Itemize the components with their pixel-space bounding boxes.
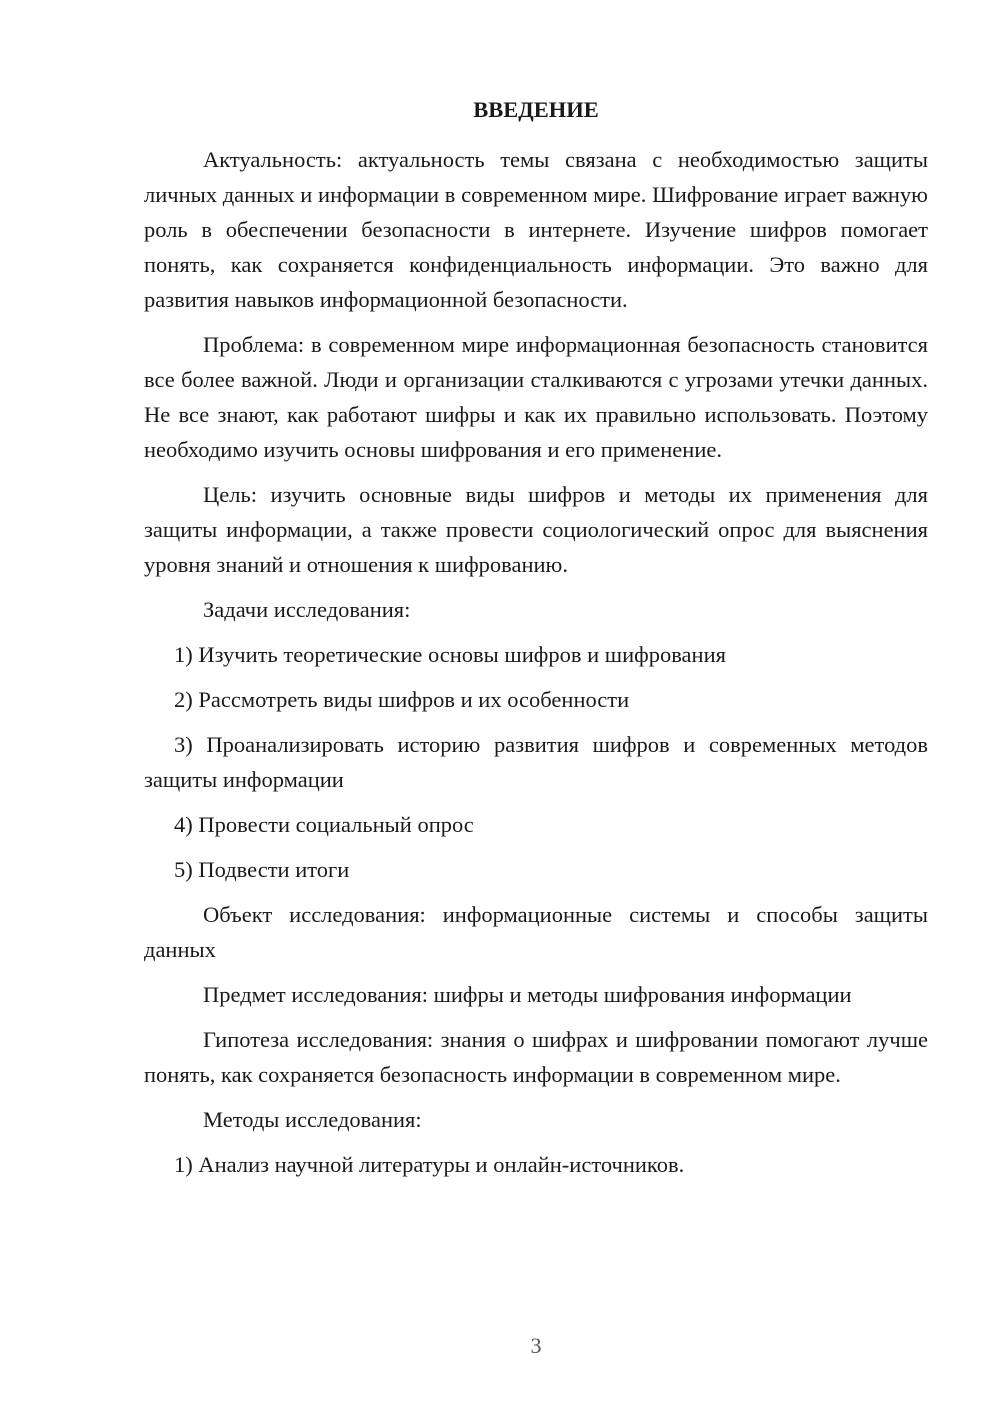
page-number: 3: [530, 1333, 542, 1358]
goal-paragraph: Цель: изучить основные виды шифров и методы их применения для защиты информации, а также провести социологический опрос для выяснения уровня знаний и отношения к шифрованию.: [144, 482, 928, 577]
method-item-1: 1) Анализ научной литературы и онлайн-источников.: [174, 1152, 685, 1177]
task-item-4: 4) Провести социальный опрос: [174, 812, 474, 837]
subject-paragraph: Предмет исследования: шифры и методы шифрования информации: [203, 982, 852, 1007]
hypothesis-paragraph: Гипотеза исследования: знания о шифрах и шифровании помогают лучше понять, как сохраняется безопасность информации в современном мире.: [144, 1027, 928, 1087]
section-heading: ВВЕДЕНИЕ: [473, 97, 599, 122]
tasks-title: Задачи исследования:: [203, 597, 411, 622]
methods-title: Методы исследования:: [203, 1107, 422, 1132]
task-item-2: 2) Рассмотреть виды шифров и их особенности: [174, 687, 630, 712]
problem-paragraph: Проблема: в современном мире информационная безопасность становится все более важной. Люди и организации сталкиваются с угрозами утечки данных. Не все знают, как работают шифры и как их правильно использовать. Поэтому необходимо изучить основы шифрования и его применение.: [144, 332, 928, 462]
task-item-5: 5) Подвести итоги: [174, 857, 350, 882]
object-paragraph: Объект исследования: информационные системы и способы защиты данных: [144, 902, 928, 962]
task-item-1: 1) Изучить теоретические основы шифров и шифрования: [174, 642, 726, 667]
task-item-3: 3) Проанализировать историю развития шифров и современных методов защиты информации: [144, 732, 928, 792]
document-body: [144, 142, 928, 1192]
relevance-paragraph: Актуальность: актуальность темы связана с необходимостью защиты личных данных и информации в современном мире. Шифрование играет важную роль в обеспечении безопасности в интернете. Изучение шифров помогает понять, как сохраняется конфиденциальность информации. Это важно для развития навыков информационной безопасности.: [144, 147, 928, 312]
